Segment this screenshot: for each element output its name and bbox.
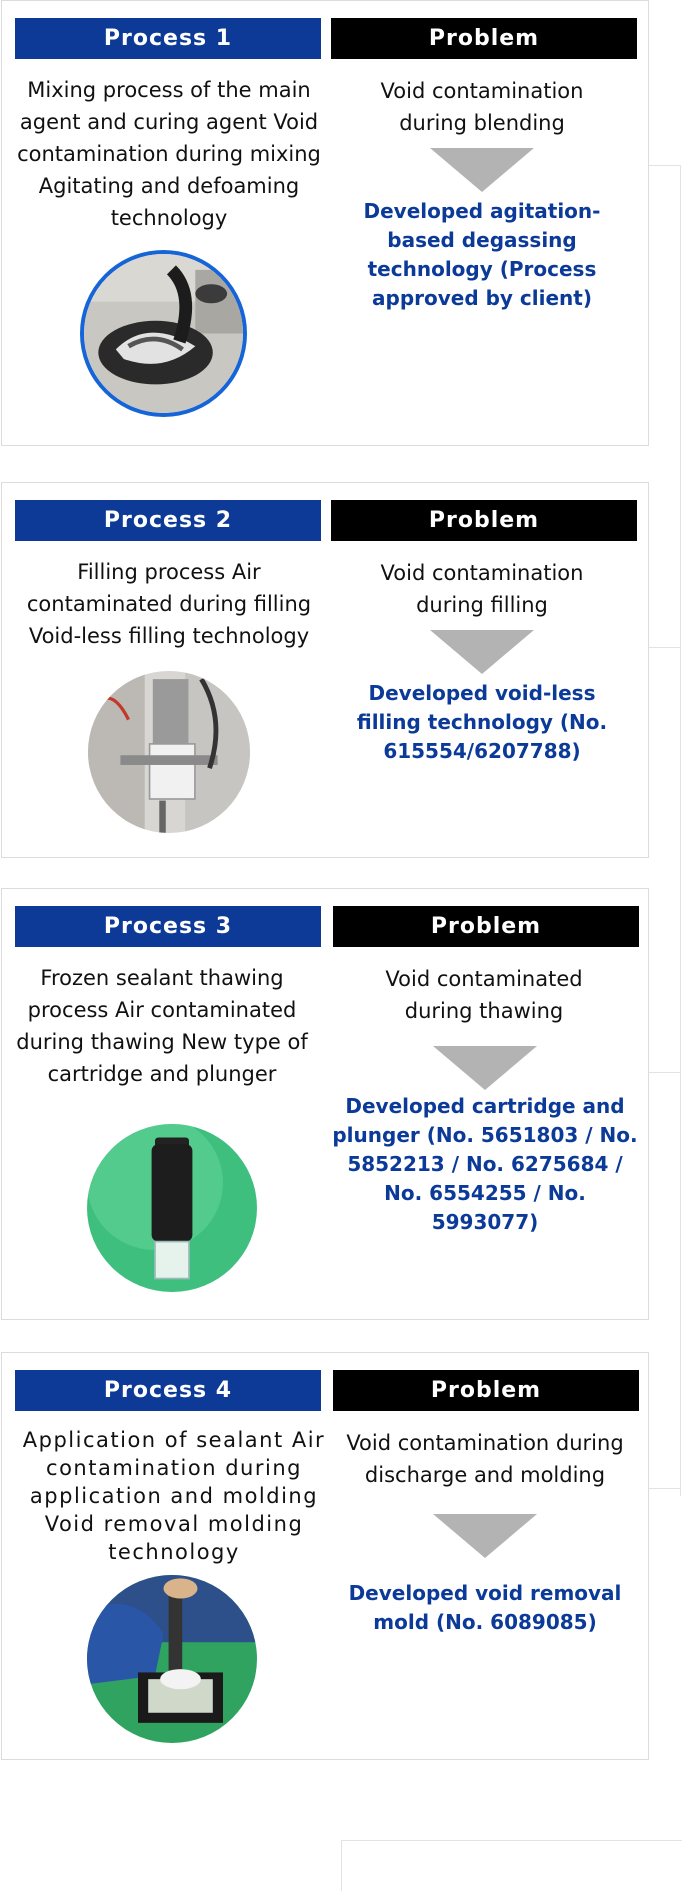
process-description: Mixing process of the main agent and curing agent Void contamination during mixing Agitating and defoaming technology xyxy=(17,78,321,230)
down-arrow-icon xyxy=(433,1514,537,1558)
down-arrow-icon xyxy=(430,630,534,674)
problem-header: Problem xyxy=(331,18,637,59)
process-header: Process 1 xyxy=(15,18,321,59)
cartridge-photo xyxy=(87,1124,257,1292)
process-card-2 xyxy=(1,482,649,858)
process-header: Process 3 xyxy=(15,906,321,947)
connector-line xyxy=(648,647,680,648)
problem-header: Problem xyxy=(333,906,639,947)
process-description: Frozen sealant thawing process Air contaminated during thawing New type of cartridge and plunger xyxy=(16,966,308,1086)
problem-description: Void contaminated during thawing xyxy=(385,967,583,1023)
connector-line xyxy=(648,1488,680,1489)
problem-description: Void contamination during discharge and molding xyxy=(346,1431,624,1487)
problem-description: Void contamination during blending xyxy=(380,79,584,135)
problem-header: Problem xyxy=(333,1370,639,1411)
process-description: Filling process Air contaminated during filling Void-less filling technology xyxy=(26,560,312,648)
down-arrow-icon xyxy=(430,148,534,192)
filling-machine-photo xyxy=(88,671,250,833)
solution-text: Developed cartridge and plunger (No. 5651803 / No. 5852213 / No. 6275684 / No. 6554255 / No. 5993077) xyxy=(332,1094,638,1234)
connector-line xyxy=(648,1072,680,1073)
connector-line xyxy=(341,1840,682,1891)
problem-description: Void contamination during filling xyxy=(380,561,584,617)
molding-photo xyxy=(87,1575,257,1743)
process-header: Process 2 xyxy=(15,500,321,541)
process-card-3 xyxy=(1,888,649,1320)
process-card-4 xyxy=(1,1352,649,1760)
solution-text: Developed void removal mold (No. 6089085) xyxy=(348,1581,622,1634)
solution-text: Developed agitation-based degassing technology (Process approved by client) xyxy=(363,199,601,310)
sealant-mixing-photo xyxy=(80,250,247,417)
connector-line xyxy=(648,165,681,1496)
down-arrow-icon xyxy=(433,1046,537,1090)
process-card-1 xyxy=(1,0,649,446)
process-description: Application of sealant Air contamination during application and molding Void removal molding technology xyxy=(22,1428,326,1564)
solution-text: Developed void-less filling technology (No. 615554/6207788) xyxy=(356,681,608,763)
process-header: Process 4 xyxy=(15,1370,321,1411)
problem-header: Problem xyxy=(331,500,637,541)
